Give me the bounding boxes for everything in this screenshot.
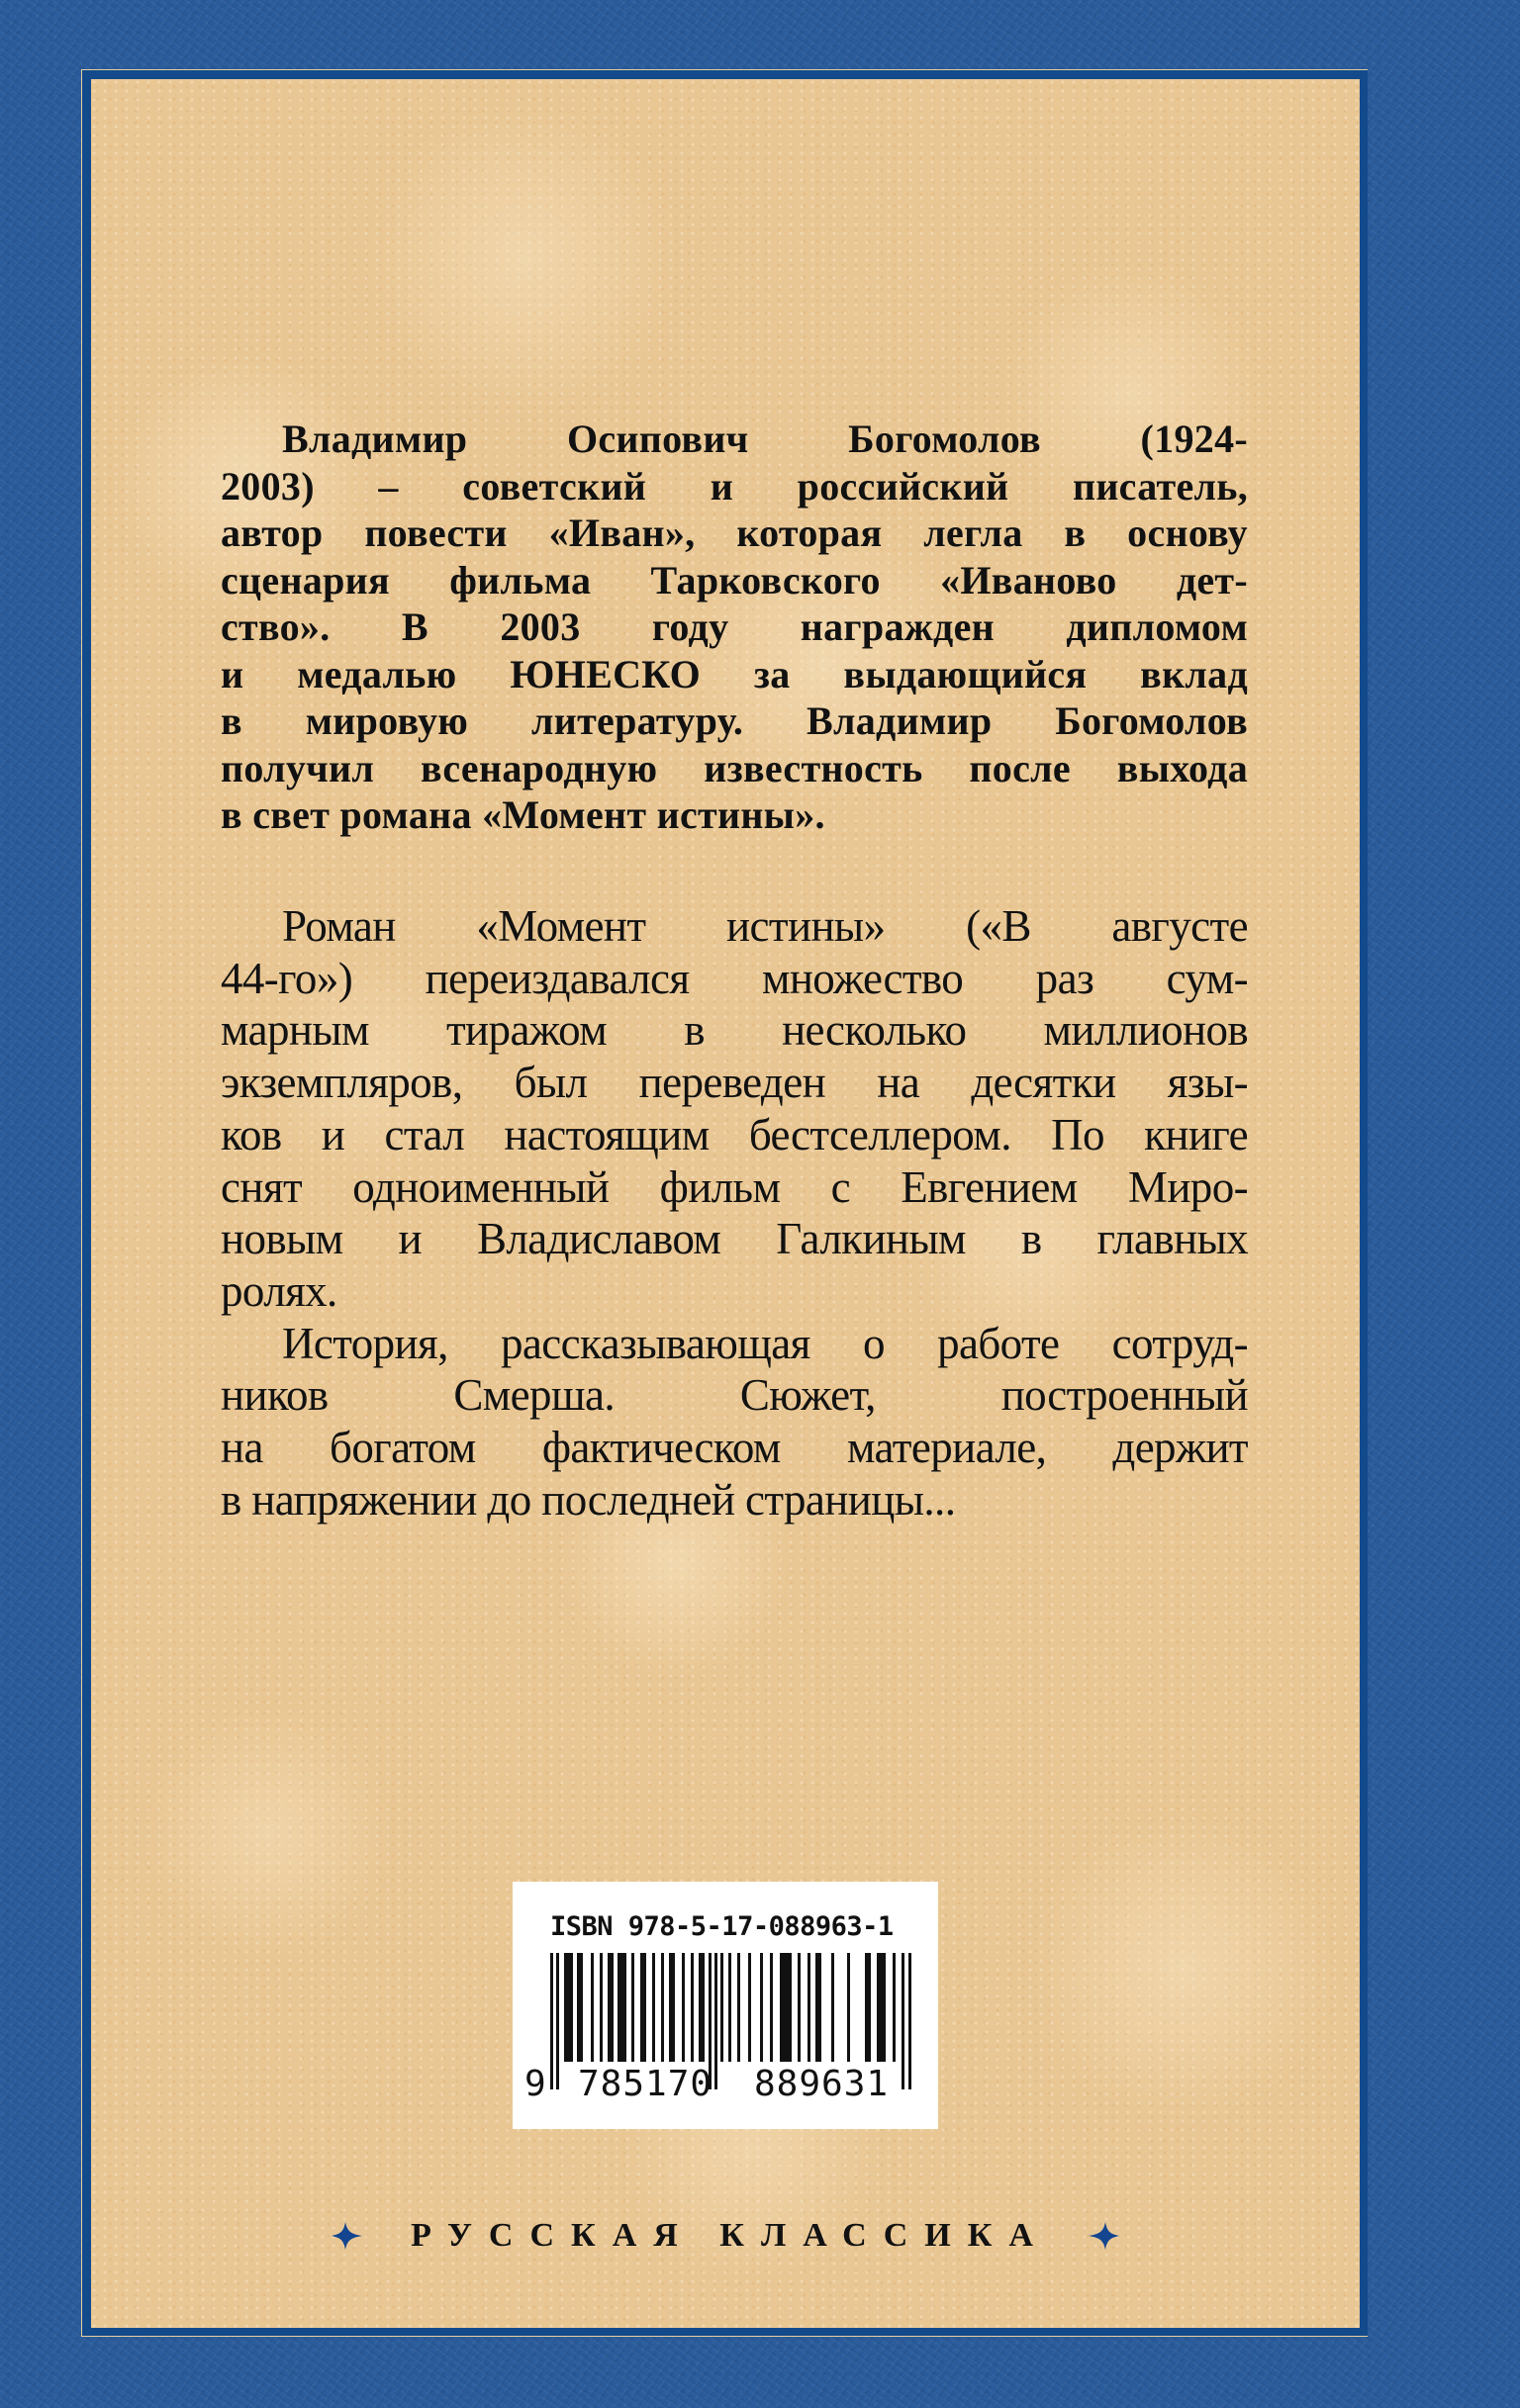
bio-line: ство». В 2003 году награжден дипломом: [221, 604, 1248, 649]
story-line: на богатом фактическом материале, держит: [221, 1423, 1248, 1473]
story-line: История, рассказывающая о работе сотруд-: [282, 1318, 1248, 1368]
bio-line: и медалью ЮНЕСКО за выдающийся вклад: [221, 651, 1248, 696]
star-ornament-icon: [330, 2220, 363, 2252]
isbn-label: ISBN 978-5-17-088963-1: [550, 1911, 894, 1942]
parchment-panel: [91, 79, 1360, 2328]
novel-line: ков и стал настоящим бестселлером. По книге: [221, 1109, 1248, 1159]
barcode-digits-right: 889631: [754, 2064, 890, 2104]
bio-line: Владимир Осипович Богомолов (1924-: [282, 417, 1248, 461]
bio-line: получил всенародную известность после выхода: [221, 745, 1248, 790]
series-label: РУССКАЯ КЛАССИКА: [411, 2217, 1050, 2254]
bio-line: 2003) – советский и российский писатель,: [221, 463, 1248, 509]
novel-paragraph: [221, 900, 1248, 1318]
story-line: в напряжении до последней страницы...: [221, 1474, 956, 1525]
novel-line: экземпляров, был переведен на десятки язы-: [221, 1058, 1248, 1108]
author-bio-paragraph: [221, 416, 1248, 839]
series-banner: [91, 2206, 1360, 2266]
story-paragraph: [221, 1318, 1248, 1527]
barcode-digit-first: 9: [524, 2064, 547, 2104]
cover-frame: [81, 69, 1368, 2337]
novel-line: снят одноименный фильм с Евгением Миро-: [221, 1161, 1248, 1212]
star-ornament-icon: [1088, 2220, 1121, 2252]
barcode-digits-left: 785170: [578, 2064, 713, 2104]
bio-line: автор повести «Иван», которая легла в основу: [221, 510, 1248, 555]
bio-line: сценария фильма Тарковского «Иваново дет-: [221, 557, 1248, 602]
novel-line: 44-го») переиздавался множество раз сум-: [221, 953, 1248, 1003]
description-paragraphs: [221, 900, 1248, 1526]
novel-line: новым и Владиславом Галкиным в главных: [221, 1214, 1248, 1264]
novel-line: марным тиражом в несколько миллионов: [221, 1005, 1248, 1056]
novel-line: ролях.: [221, 1265, 337, 1316]
story-line: ников Смерша. Сюжет, построенный: [221, 1370, 1248, 1421]
isbn-barcode: [513, 1882, 938, 2129]
bio-line: в свет романа «Момент истины».: [221, 792, 825, 837]
bio-line: в мировую литературу. Владимир Богомолов: [221, 698, 1248, 743]
novel-line: Роман «Момент истины» («В августе: [282, 901, 1248, 951]
